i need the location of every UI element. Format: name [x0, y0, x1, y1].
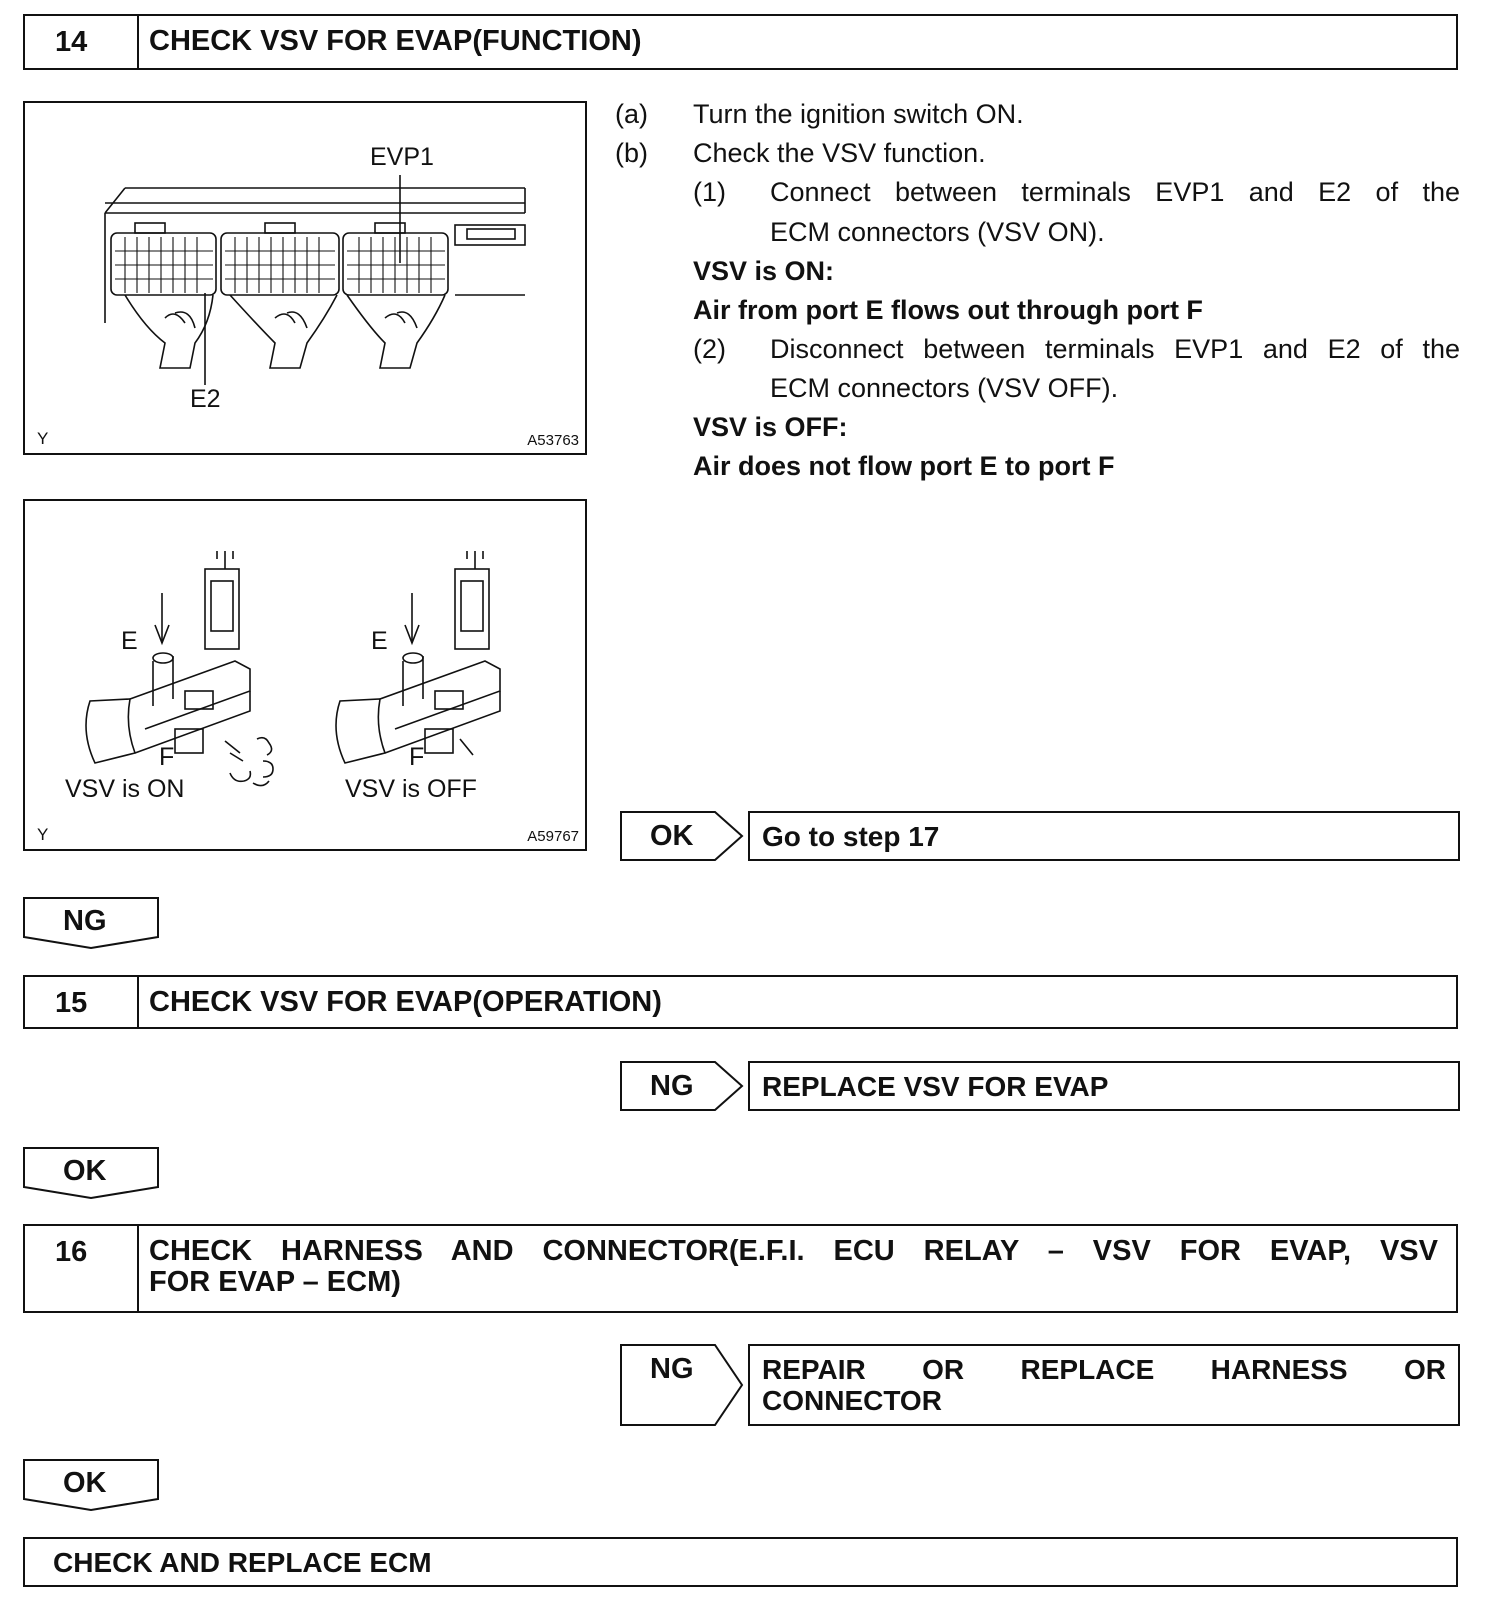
ng-result-box [748, 1061, 1460, 1111]
step-title-line1: CHECK HARNESS AND CONNECTOR(E.F.I. ECU RELAY – VSV FOR EVAP, VSV [149, 1235, 1438, 1267]
ok-down-tag [23, 1459, 159, 1509]
step-title: CHECK VSV FOR EVAP(FUNCTION) [149, 25, 642, 57]
marker-b1: (1) [693, 177, 726, 207]
vsv-on-caption: VSV is ON [65, 775, 185, 803]
ok-down-tag [23, 1147, 159, 1197]
ok-result-box [748, 811, 1460, 861]
marker-a: (a) [615, 99, 648, 129]
ok-result-text: Go to step 17 [762, 821, 940, 852]
ng-result-box [748, 1344, 1460, 1426]
vsv-off-heading: VSV is OFF: [693, 412, 848, 442]
instruction-b1-line2: ECM connectors (VSV ON). [770, 217, 1105, 247]
instruction-b-text: Check the VSV function. [693, 138, 986, 168]
step-15-header [23, 975, 1458, 1029]
step-number: 14 [25, 16, 139, 68]
figure-reference: A59767 [527, 828, 579, 845]
ok-tag [620, 811, 744, 861]
ng-result-line2: CONNECTOR [762, 1385, 942, 1416]
instruction-b1-line1: Connect between terminals EVP1 and E2 of the [770, 177, 1460, 207]
ng-down-tag [23, 897, 159, 947]
ng-result-text: REPLACE VSV FOR EVAP [762, 1071, 1109, 1102]
instruction-b2-line1: Disconnect between terminals EVP1 and E2 of the [770, 334, 1460, 364]
vsv-off-caption: VSV is OFF [345, 775, 477, 803]
right-port-e-label: E [371, 627, 388, 655]
right-port-f-label: F [409, 743, 425, 771]
final-action-box [23, 1537, 1458, 1587]
instruction-a-text: Turn the ignition switch ON. [693, 99, 1024, 129]
marker-b: (b) [615, 138, 648, 168]
instruction-b2-line2: ECM connectors (VSV OFF). [770, 373, 1119, 403]
ng-result-text [762, 1354, 1446, 1416]
ecm-connector-figure [23, 101, 587, 455]
ecm-connector-illustration [25, 103, 589, 457]
ok-down-tag-label: OK [63, 1467, 107, 1499]
step-title-line2: FOR EVAP – ECM) [149, 1266, 401, 1298]
ok-down-tag-label: OK [63, 1155, 107, 1187]
marker-b2: (2) [693, 334, 726, 364]
evp1-label: EVP1 [370, 143, 434, 171]
left-port-f-label: F [159, 743, 175, 771]
vsv-function-figure [23, 499, 587, 851]
step-number: 16 [25, 1226, 139, 1311]
e2-label: E2 [190, 385, 221, 413]
figure-corner-mark: Y [37, 429, 49, 448]
step-number: 15 [25, 977, 139, 1027]
step-title [149, 1236, 1438, 1298]
step-title: CHECK VSV FOR EVAP(OPERATION) [149, 986, 662, 1018]
vsv-on-result: Air from port E flows out through port F [693, 295, 1203, 325]
figure-reference: A53763 [527, 432, 579, 449]
ng-tag-label: NG [650, 1070, 694, 1102]
ng-result-line1: REPAIR OR REPLACE HARNESS OR [762, 1354, 1446, 1385]
ng-tag-label: NG [650, 1353, 694, 1385]
figure-corner-mark: Y [37, 825, 49, 844]
step-14-instructions [615, 94, 1460, 494]
vsv-off-result: Air does not flow port E to port F [693, 451, 1115, 481]
ok-tag-label: OK [650, 820, 694, 852]
vsv-on-heading: VSV is ON: [693, 256, 835, 286]
ng-tag [620, 1061, 744, 1111]
final-action-text: CHECK AND REPLACE ECM [53, 1547, 432, 1578]
step-16-header [23, 1224, 1458, 1313]
ng-tag [620, 1344, 744, 1426]
left-port-e-label: E [121, 627, 138, 655]
ng-down-tag-label: NG [63, 905, 107, 937]
step-14-header [23, 14, 1458, 70]
